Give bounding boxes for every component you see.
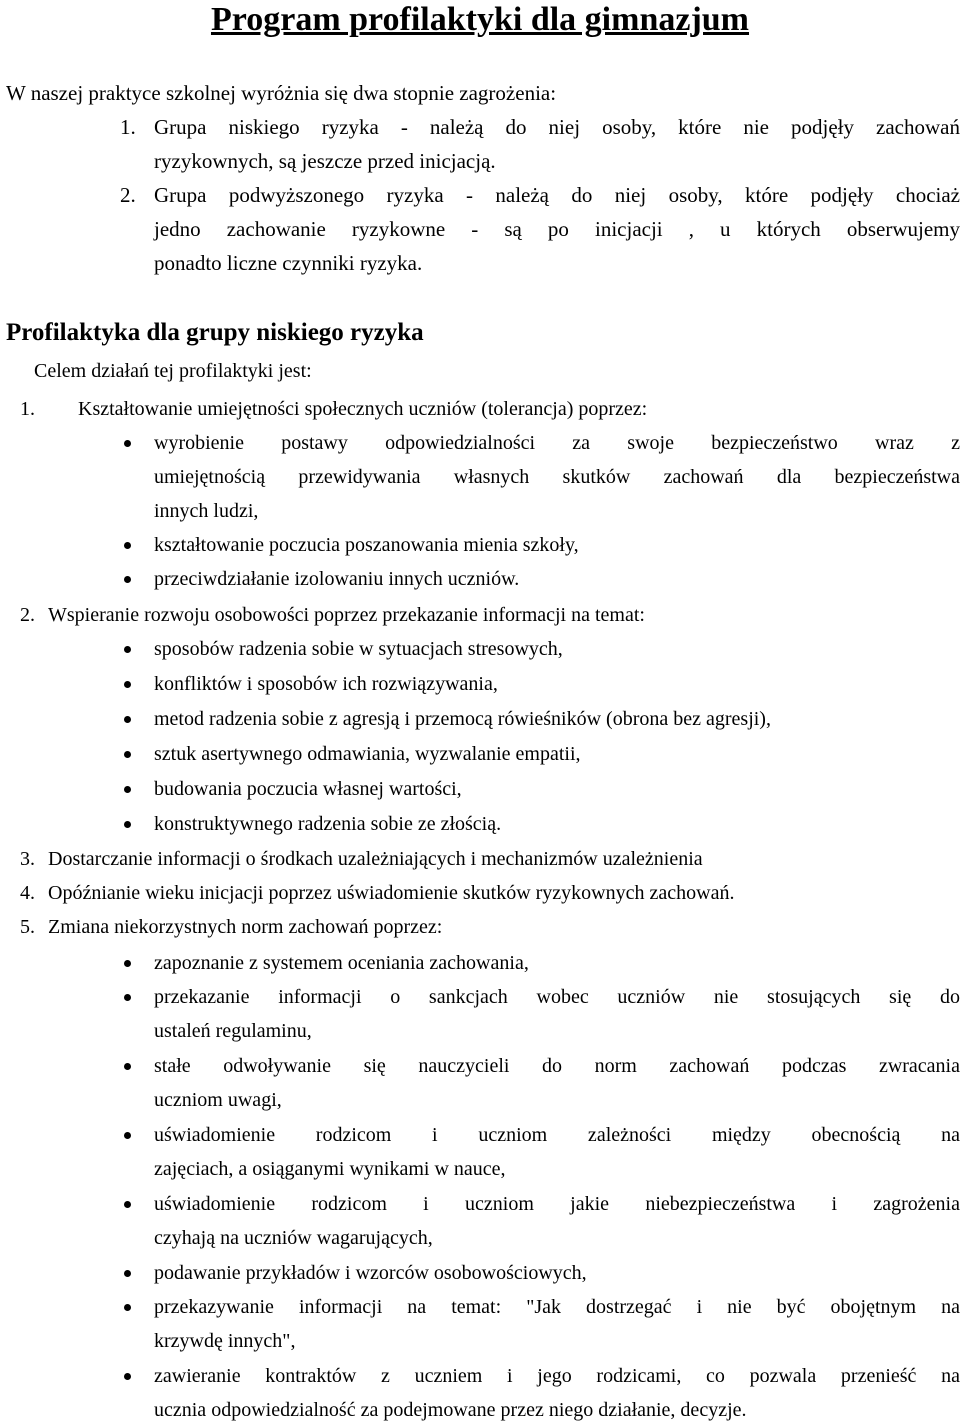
bullet-icon bbox=[124, 646, 131, 653]
list-item-line: przekazywanie informacji na temat: "Jak dostrzegać i nie być obojętnym na bbox=[154, 1296, 960, 1318]
list-item-line: uświadomienie rodzicom i uczniom zależności między obecnością na bbox=[154, 1124, 960, 1146]
bullet-icon bbox=[124, 1373, 131, 1380]
goal-text: Kształtowanie umiejętności społecznych uczniów (tolerancja) poprzez: bbox=[78, 398, 648, 420]
bullet-icon bbox=[124, 1304, 131, 1311]
list-item-line: konfliktów i sposobów ich rozwiązywania, bbox=[154, 673, 498, 695]
bullet-icon bbox=[124, 440, 131, 447]
goal-number: 5. bbox=[20, 916, 35, 938]
risk-level-number: 2. bbox=[120, 183, 136, 207]
bullet-icon bbox=[124, 542, 131, 549]
goal-number: 1. bbox=[20, 398, 35, 420]
list-item-line: ustaleń regulaminu, bbox=[154, 1020, 312, 1042]
list-item-line: zawieranie kontraktów z uczniem i jego rodzicami, co pozwala przenieść na bbox=[154, 1365, 960, 1387]
risk-level-line: ponadto liczne czynniki ryzyka. bbox=[154, 251, 423, 275]
goal-number: 4. bbox=[20, 882, 35, 904]
risk-level-line: ryzykownych, są jeszcze przed inicjacją. bbox=[154, 149, 496, 173]
bullet-icon bbox=[124, 1270, 131, 1277]
list-item-line: podawanie przykładów i wzorców osobowościowych, bbox=[154, 1262, 587, 1284]
intro-text: W naszej praktyce szkolnej wyróżnia się dwa stopnie zagrożenia: bbox=[6, 81, 557, 105]
list-item-line: innych ludzi, bbox=[154, 500, 259, 522]
bullet-icon bbox=[124, 716, 131, 723]
list-item-line: zajęciach, a osiąganymi wynikami w nauce, bbox=[154, 1158, 506, 1180]
list-item-line: krzywdę innych", bbox=[154, 1330, 296, 1352]
bullet-icon bbox=[124, 786, 131, 793]
risk-level-line: Grupa niskiego ryzyka - należą do niej osoby, które nie podjęły zachowań bbox=[154, 115, 960, 139]
bullet-icon bbox=[124, 576, 131, 583]
list-item-line: zapoznanie z systemem oceniania zachowania, bbox=[154, 952, 529, 974]
list-item-line: uświadomienie rodzicom i uczniom jakie niebezpieczeństwa i zagrożenia bbox=[154, 1193, 960, 1215]
list-item-line: uczniom uwagi, bbox=[154, 1089, 282, 1111]
list-item-line: sztuk asertywnego odmawiania, wyzwalanie empatii, bbox=[154, 743, 581, 765]
goal-text: Zmiana niekorzystnych norm zachowań poprzez: bbox=[48, 916, 443, 938]
risk-level-line: jedno zachowanie ryzykowne - są po inicjacji , u których obserwujemy bbox=[154, 217, 960, 241]
bullet-icon bbox=[124, 960, 131, 967]
goal-text: Opóźnianie wieku inicjacji poprzez uświadomienie skutków ryzykownych zachowań. bbox=[48, 882, 735, 904]
bullet-icon bbox=[124, 1063, 131, 1070]
list-item-line: stałe odwoływanie się nauczycieli do norm zachowań podczas zwracania bbox=[154, 1055, 960, 1077]
goal-number: 3. bbox=[20, 848, 35, 870]
list-item-line: metod radzenia sobie z agresją i przemocą rówieśników (obrona bez agresji), bbox=[154, 708, 771, 730]
risk-level-number: 1. bbox=[120, 115, 136, 139]
bullet-icon bbox=[124, 994, 131, 1001]
list-item-line: sposobów radzenia sobie w sytuacjach stresowych, bbox=[154, 638, 563, 660]
list-item-line: przekazanie informacji o sankcjach wobec uczniów nie stosujących się do bbox=[154, 986, 960, 1008]
page-title: Program profilaktyki dla gimnazjum bbox=[210, 1, 750, 38]
list-item-line: przeciwdziałanie izolowaniu innych uczniów. bbox=[154, 568, 520, 590]
goal-text: Dostarczanie informacji o środkach uzależniających i mechanizmów uzależnienia bbox=[48, 848, 703, 870]
bullet-icon bbox=[124, 681, 131, 688]
bullet-icon bbox=[124, 1132, 131, 1139]
list-item-line: ucznia odpowiedzialność za podejmowane przez niego działanie, decyzje. bbox=[154, 1399, 747, 1421]
bullet-icon bbox=[124, 821, 131, 828]
list-item-line: wyrobienie postawy odpowiedzialności za swoje bezpieczeństwo wraz z bbox=[154, 432, 960, 454]
risk-level-line: Grupa podwyższonego ryzyka - należą do niej osoby, które podjęły chociaż bbox=[154, 183, 960, 207]
bullet-icon bbox=[124, 751, 131, 758]
section-subheading: Celem działań tej profilaktyki jest: bbox=[34, 360, 312, 382]
goal-text: Wspieranie rozwoju osobowości poprzez przekazanie informacji na temat: bbox=[48, 604, 645, 626]
section-heading: Profilaktyka dla grupy niskiego ryzyka bbox=[6, 319, 424, 346]
goal-number: 2. bbox=[20, 604, 35, 626]
list-item-line: kształtowanie poczucia poszanowania mienia szkoły, bbox=[154, 534, 579, 556]
list-item-line: czyhają na uczniów wagarujących, bbox=[154, 1227, 433, 1249]
list-item-line: konstruktywnego radzenia sobie ze złością. bbox=[154, 813, 502, 835]
bullet-icon bbox=[124, 1201, 131, 1208]
list-item-line: budowania poczucia własnej wartości, bbox=[154, 778, 462, 800]
list-item-line: umiejętnością przewidywania własnych skutków zachowań dla bezpieczeństwa bbox=[154, 466, 960, 488]
